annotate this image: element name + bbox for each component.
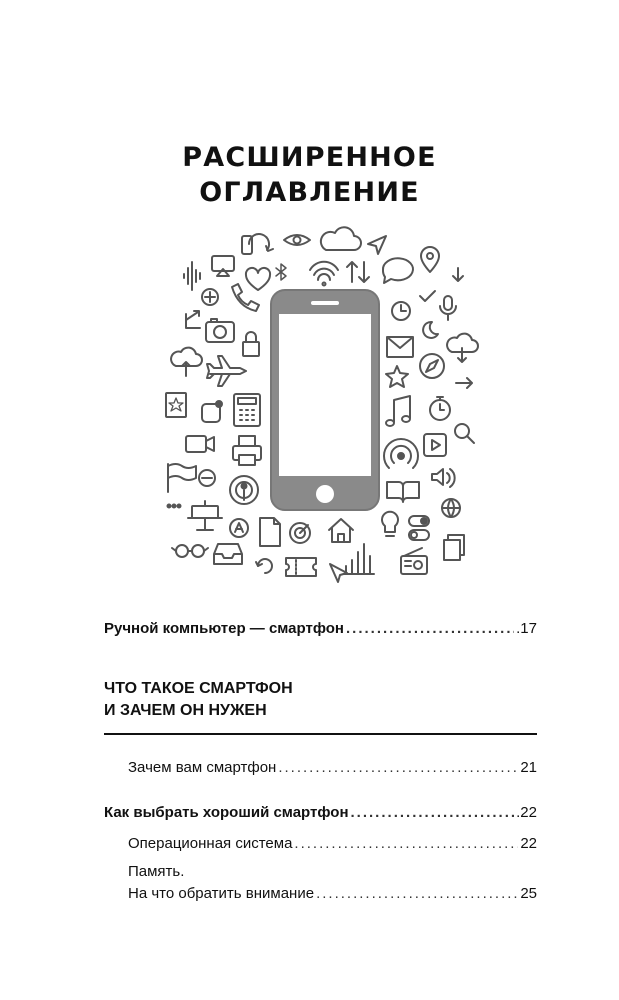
toc-entry-page: 22 [520, 835, 537, 852]
calculator-icon [234, 394, 260, 426]
smartphone-icons-illustration [150, 224, 490, 584]
toc-entry-page: .22 [516, 804, 537, 821]
microphone-icon [440, 296, 456, 320]
moon-icon [423, 322, 438, 338]
toc-entry-5[interactable] [128, 884, 537, 904]
bookmark-star-icon [166, 393, 186, 417]
ellipsis-icon [168, 505, 181, 508]
clock-icon [392, 302, 410, 320]
toc-entry-2[interactable] [128, 758, 537, 778]
right-arrow-icon [456, 378, 472, 388]
flag-icon [168, 464, 196, 492]
toc-leader-dots [351, 803, 515, 823]
video-camera-icon [186, 436, 214, 452]
envelope-icon [387, 337, 413, 357]
toc-leader-dots [346, 619, 514, 639]
minus-circle-icon [199, 470, 215, 486]
lock-icon [243, 332, 259, 356]
down-arrow-icon [453, 268, 463, 281]
toc-leader-dots [278, 758, 518, 778]
bluetooth-icon [276, 264, 286, 280]
toc-entry-4[interactable] [128, 834, 537, 854]
book-icon [387, 482, 419, 502]
cloud-icon [321, 227, 361, 250]
wifi-icon [310, 262, 338, 286]
camera-icon [206, 319, 234, 342]
target-icon [290, 523, 310, 543]
page-title [0, 140, 619, 210]
play-button-icon [424, 434, 446, 456]
app-square-icon [202, 401, 222, 422]
stopwatch-icon [430, 397, 450, 420]
cloud-download-icon [447, 334, 478, 362]
app-store-icon [230, 519, 248, 537]
airplane-icon [207, 356, 246, 386]
toggle-icon [409, 516, 429, 540]
magnifier-icon [455, 424, 474, 443]
star-icon [386, 366, 408, 387]
map-pin-icon [421, 247, 439, 272]
toc-leader-dots [316, 884, 518, 904]
toc-entry-3[interactable] [104, 803, 537, 823]
smartphone-icon [271, 290, 379, 510]
compass-icon [420, 354, 444, 378]
document-icon [260, 518, 280, 546]
broadcast-icon [384, 439, 418, 468]
eye-icon [284, 235, 310, 245]
heart-icon [246, 268, 270, 290]
toc-entry-label: Ручной компьютер — смартфон [104, 620, 344, 637]
toc-entry-page: 21 [520, 759, 537, 776]
audio-wave-icon [184, 262, 200, 290]
toc-entry-page: .17 [516, 620, 537, 637]
toc-entry-label: На что обратить внимание [128, 885, 315, 902]
toc-leader-dots [294, 834, 518, 854]
plus-circle-icon [202, 289, 218, 305]
speaker-icon [432, 469, 455, 487]
globe-icon [442, 499, 460, 517]
toc-section-heading-line-2: И ЗАЧЕМ ОН НУЖЕН [104, 702, 267, 719]
toc-entry-label: Операционная система [128, 835, 293, 852]
section-divider [104, 733, 537, 735]
radio-icon [401, 548, 427, 574]
ticket-icon [286, 558, 316, 576]
page-title-line-1: РАСШИРЕННОЕ [182, 142, 437, 173]
share-icon [186, 311, 200, 328]
cloud-upload-icon [171, 348, 202, 376]
page-title-line-2: ОГЛАВЛЕНИЕ [199, 177, 420, 208]
toc-entry-5-line-1: Память. [128, 863, 185, 880]
toc-entry-page: 25 [520, 885, 537, 902]
bar-chart-icon [344, 544, 374, 574]
glasses-icon [172, 545, 208, 557]
toc-section-heading [104, 678, 293, 722]
location-arrow-icon [368, 236, 386, 254]
chat-bubble-icon [383, 258, 413, 283]
cake-icon [188, 501, 222, 530]
home-icon [329, 519, 353, 542]
toc-entry-label: Как выбрать хороший смартфон [104, 804, 349, 821]
toc-entry-label: Зачем вам смартфон [128, 759, 277, 776]
toc-section-heading-line-1: ЧТО ТАКОЕ СМАРТФОН [104, 680, 293, 697]
printer-icon [233, 436, 261, 465]
lightbulb-icon [382, 512, 398, 536]
inbox-tray-icon [214, 544, 242, 564]
airplay-icon [212, 256, 234, 276]
copy-icon [444, 535, 464, 560]
podcast-icon [230, 476, 258, 504]
music-note-icon [386, 396, 410, 426]
toc-entry-1[interactable] [104, 619, 537, 639]
refresh-icon [256, 559, 272, 573]
transfer-arrows-icon [347, 262, 369, 282]
checkmark-icon [420, 291, 435, 301]
